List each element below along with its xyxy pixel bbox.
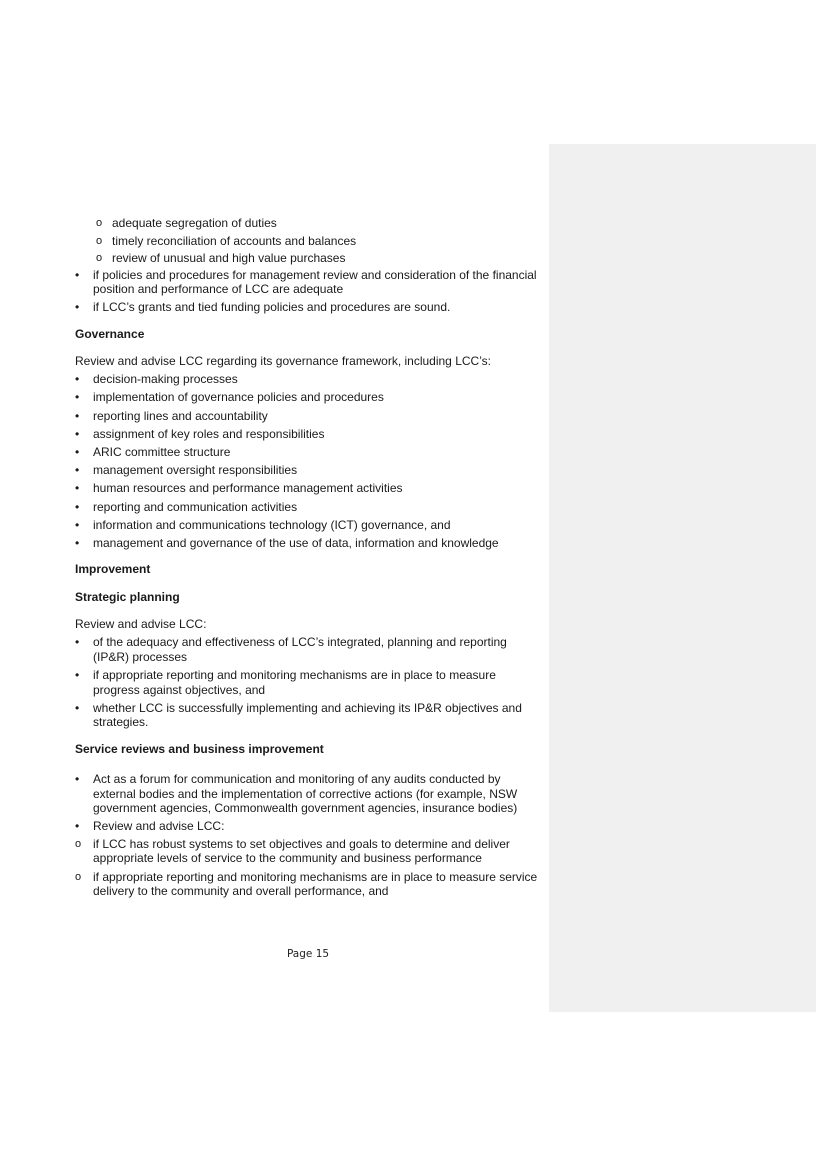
list-item: o timely reconciliation of accounts and balances [96,233,357,248]
list-item: • information and communications technology (ICT) governance, and [75,517,451,532]
strategic-planning-heading: Strategic planning [75,589,180,604]
service-reviews-heading: Service reviews and business improvement [75,741,324,756]
bullet-marker: • [75,390,80,405]
bullet-marker: • [75,700,80,715]
governance-heading: Governance [75,326,145,341]
list-item: • if policies and procedures for management review and consideration of the financial position and performance of LCC are adequate [75,267,537,296]
list-item: • reporting lines and accountability [75,408,268,423]
strategic-planning-list [75,635,545,729]
bullet-marker: • [75,463,80,478]
bullet-marker: • [75,535,80,550]
sub-bullet-marker: o [75,870,82,883]
list-item: • human resources and performance management activities [75,481,403,496]
list-item: • Act as a forum for communication and monitoring of any audits conducted by external bodies and the implementation of corrective actions (for example, NSW government agencies, Commonwealth government agencies, insurance bodies) [75,772,518,816]
list-item: • assignment of key roles and responsibilities [75,426,325,441]
page-number: Page 15 [286,948,330,960]
sub-list-controls [75,216,545,266]
sub-bullet-marker: o [96,217,103,229]
list-item: o review of unusual and high value purchases [96,251,346,265]
bullet-marker: • [75,772,80,787]
strategic-planning-intro: Review and advise LCC: [75,617,207,632]
document-body [75,216,545,902]
bullet-marker: • [75,372,80,387]
list-item: o if appropriate reporting and monitoring mechanisms are in place to measure service delivery to the community and overall performance, and [75,869,538,899]
service-reviews-sub-list [75,837,545,899]
bullet-marker: • [75,668,80,683]
list-item: • Review and advise LCC: o if LCC has robust systems to set objectives and goals to determine and deliver appropriate levels of service to the community and business performance o if appropriate reporting and monitoring mechanisms are in place to measure service delivery to the community and overall performance, and [75,819,545,898]
bullet-marker: • [75,635,80,650]
finance-list [75,268,545,315]
list-item: • implementation of governance policies and procedures [75,390,384,405]
list-item: o adequate segregation of duties [96,216,277,230]
bullet-marker: • [75,267,80,282]
sub-bullet-marker: o [75,837,82,850]
bullet-marker: • [75,426,80,441]
bullet-marker: • [75,408,80,423]
service-reviews-list [75,772,545,898]
bullet-marker: • [75,819,80,834]
list-item: o if LCC has robust systems to set objectives and goals to determine and deliver appropriate levels of service to the community and business performance [75,836,510,866]
list-item: • management oversight responsibilities [75,463,298,478]
list-item: • decision-making processes [75,372,238,387]
bullet-marker: • [75,517,80,532]
governance-intro: Review and advise LCC regarding its governance framework, including LCC’s: [75,354,491,369]
sub-bullet-marker: o [96,234,103,247]
list-item: • ARIC committee structure [75,444,231,459]
bullet-marker: • [75,300,80,315]
comment-pane [549,144,816,1012]
governance-list [75,372,545,550]
bullet-marker: • [75,481,80,496]
bullet-marker: • [75,499,80,514]
sub-bullet-marker: o [96,252,103,264]
list-item: • if LCC’s grants and tied funding policies and procedures are sound. [75,300,451,315]
list-item: • whether LCC is successfully implementing and achieving its IP&R objectives and strategies. [75,700,522,730]
list-item: • reporting and communication activities [75,499,298,514]
list-item: • management and governance of the use of data, information and knowledge [75,535,499,550]
bullet-marker: • [75,444,80,459]
list-item: • if appropriate reporting and monitoring mechanisms are in place to measure progress against objectives, and [75,668,496,697]
list-item: • of the adequacy and effectiveness of LCC’s integrated, planning and reporting (IP&R) processes [75,635,507,664]
improvement-heading: Improvement [75,562,151,577]
